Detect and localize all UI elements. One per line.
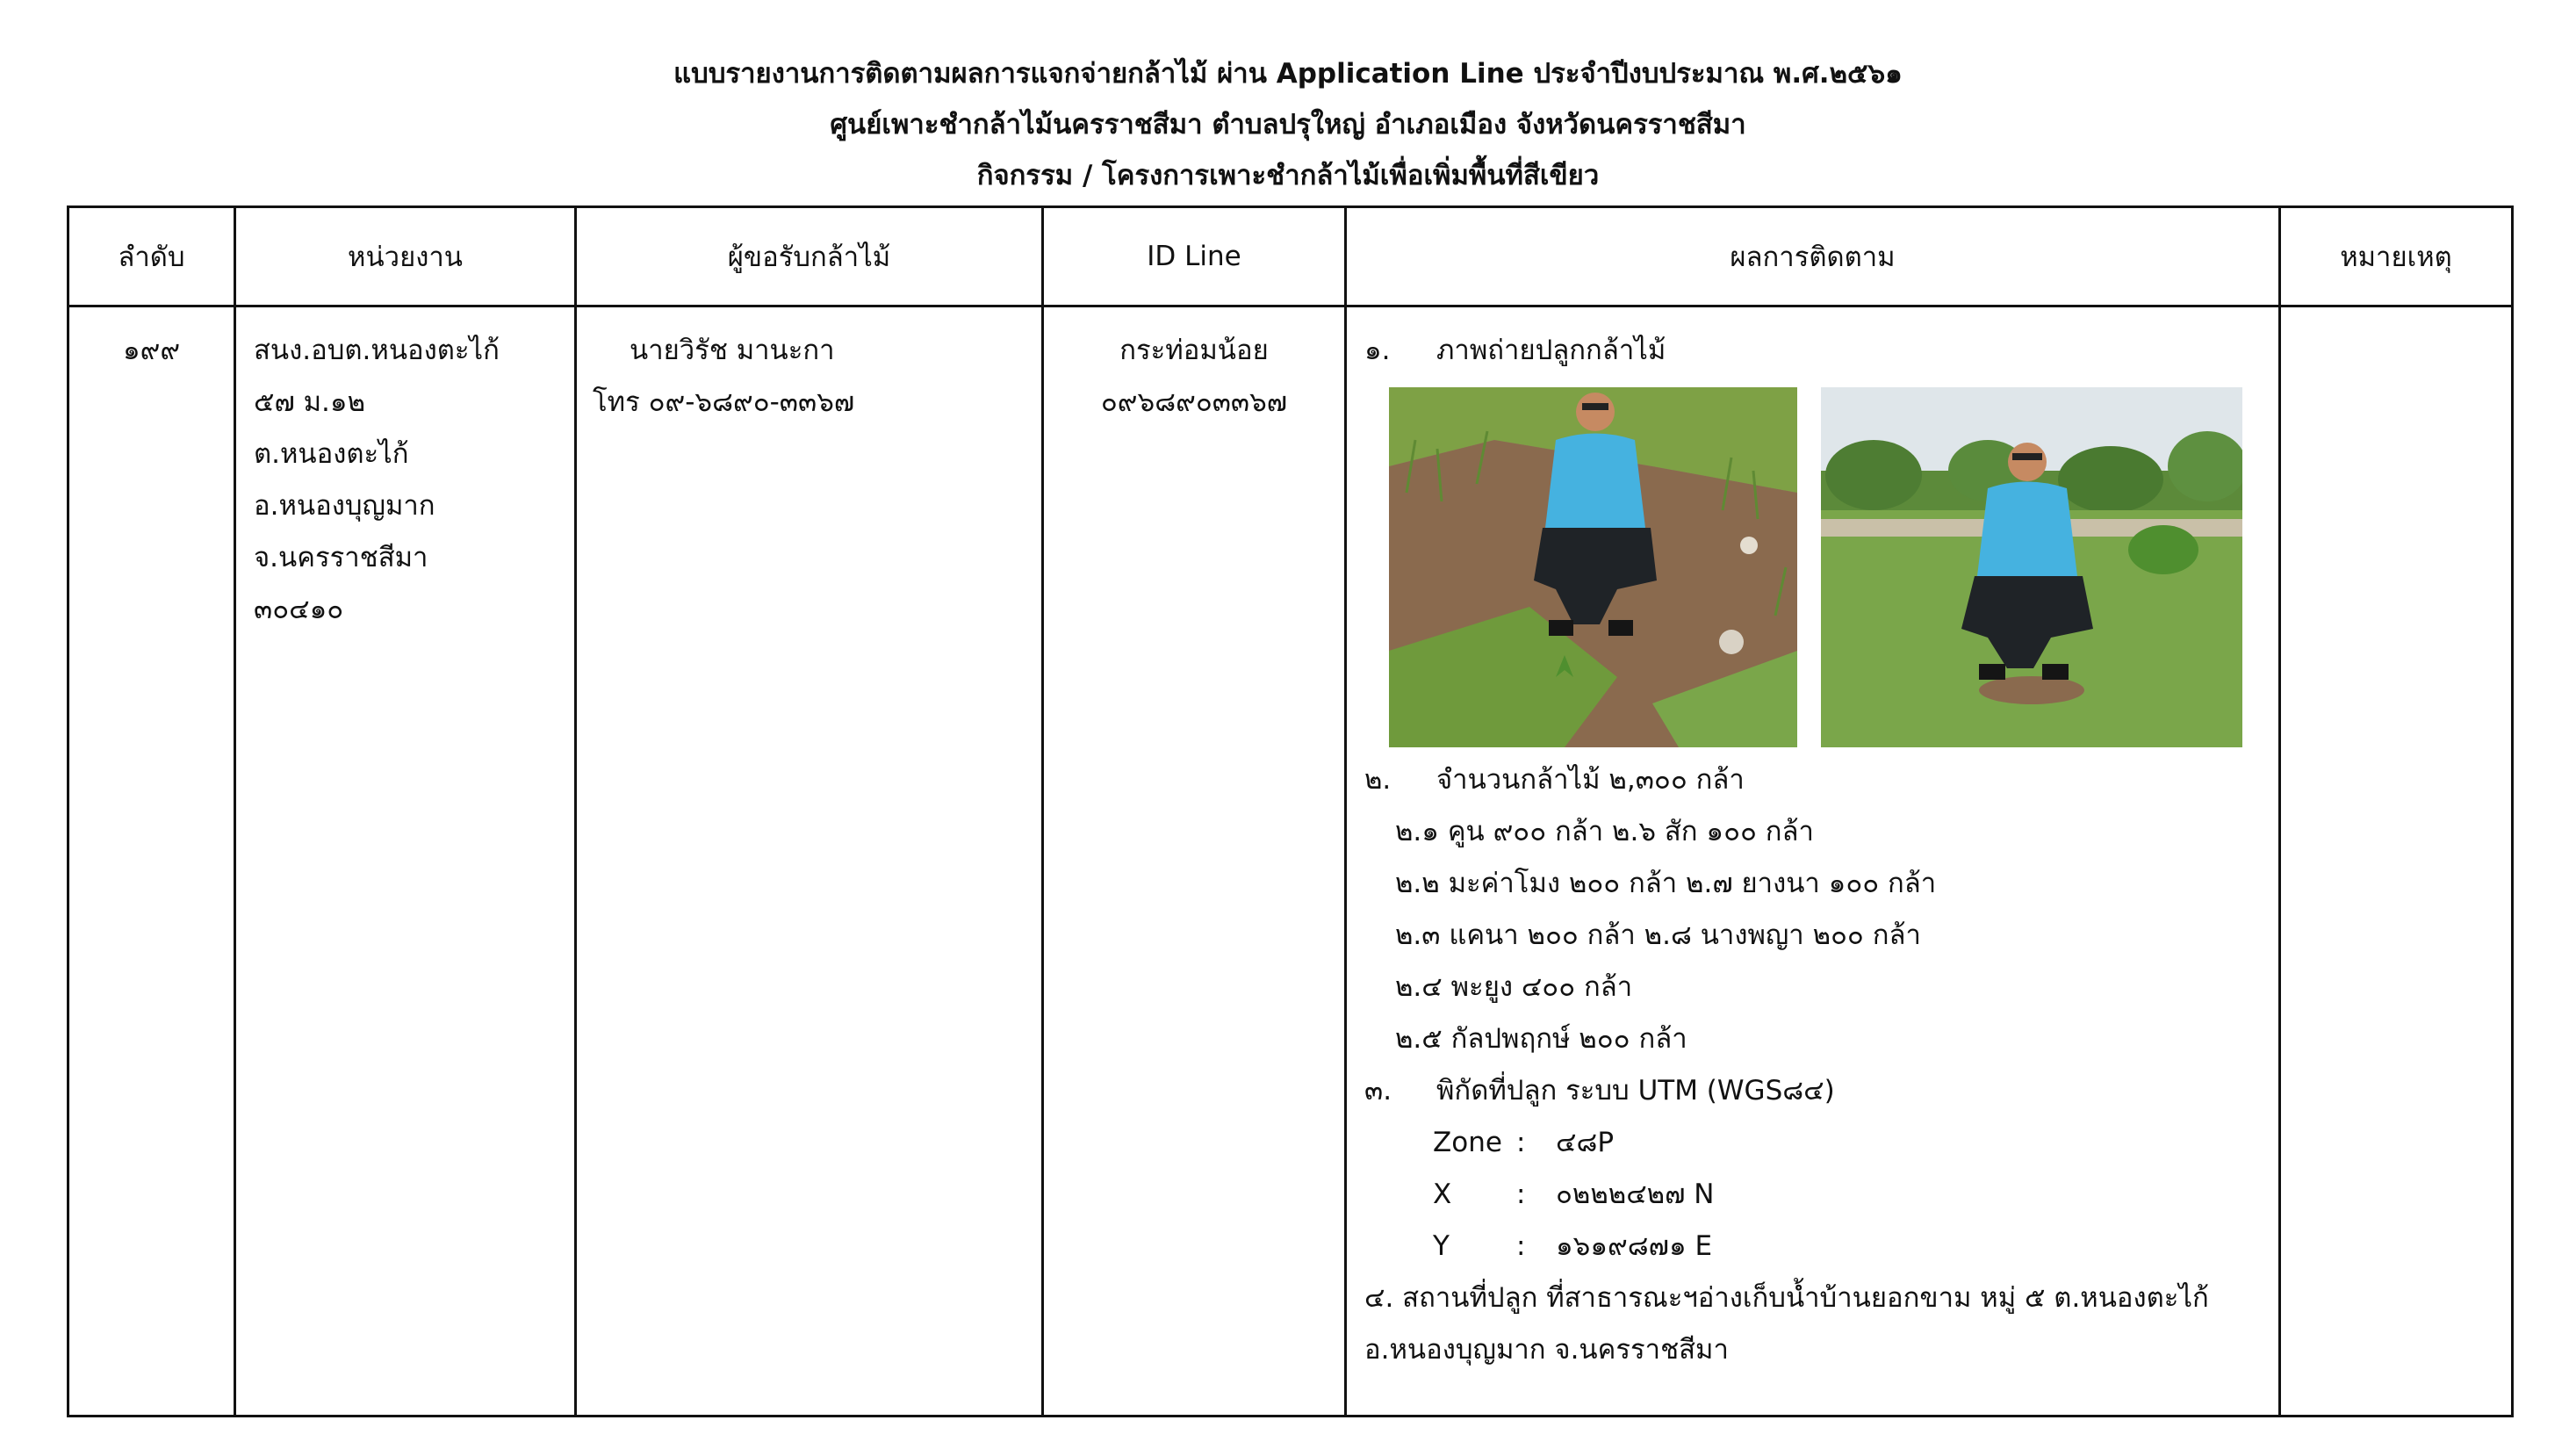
- coord-sep: :: [1516, 1127, 1526, 1158]
- species-row: ๒.๑ คูน ๙๐๐ กล้า ๒.๖ สัก ๑๐๐ กล้า: [1395, 816, 1814, 847]
- unit-line: สนง.อบต.หนองตะไก้: [254, 335, 500, 366]
- recipient-phone: โทร ๐๙-๖๘๙๐-๓๓๖๗: [593, 386, 855, 418]
- cell-remark: [2280, 306, 2513, 1417]
- planting-photo-1: [1389, 387, 1797, 747]
- col-header-remark: หมายเหตุ: [2280, 207, 2513, 306]
- result-item-2: [1364, 754, 2278, 806]
- item-title: พิกัดที่ปลูก ระบบ UTM (WGS๘๔): [1436, 1075, 1835, 1107]
- table-header-row: [68, 207, 2513, 306]
- item-title: ภาพถ่ายปลูกกล้าไม้: [1436, 335, 1666, 366]
- cell-id-line: [1043, 306, 1346, 1417]
- cell-recipient: [576, 306, 1043, 1417]
- unit-line: ๓๐๔๑๐: [254, 594, 344, 625]
- unit-line: ๕๗ ม.๑๒: [254, 386, 366, 418]
- id-line-name: กระท่อมน้อย: [1119, 335, 1269, 366]
- coord-sep: :: [1516, 1230, 1526, 1262]
- report-subtitle-project: กิจกรรม / โครงการเพาะชำกล้าไม้เพื่อเพิ่มพื้นที่สีเขียว: [976, 160, 1600, 191]
- item-number: ๓.: [1364, 1075, 1392, 1107]
- col-header-unit: หน่วยงาน: [235, 207, 576, 306]
- col-header-id-line: ID Line: [1043, 207, 1346, 306]
- table-row: [68, 306, 2513, 1417]
- species-row: ๒.๕ กัลปพฤกษ์ ๒๐๐ กล้า: [1395, 1023, 1687, 1055]
- species-row: ๒.๔ พะยูง ๔๐๐ กล้า: [1395, 971, 1633, 1003]
- col-header-result: ผลการติดตาม: [1346, 207, 2280, 306]
- cell-seq: [68, 306, 235, 1417]
- planting-photo-2-image: [1821, 387, 2242, 747]
- coord-zone: [1364, 1117, 2278, 1169]
- unit-address: [236, 307, 574, 636]
- planting-location: ๔. สถานที่ปลูก ที่สาธารณะฯอ่างเก็บน้ำบ้านยอกขาม หมู่ ๕ ต.หนองตะไก้: [1364, 1282, 2209, 1314]
- unit-line: จ.นครราชสีมา: [254, 542, 428, 573]
- planting-photos: [1389, 387, 2278, 747]
- planting-location-line2: อ.หนองบุญมาก จ.นครราชสีมา: [1364, 1334, 1729, 1366]
- unit-line: อ.หนองบุญมาก: [254, 490, 435, 522]
- coord-value: ๐๒๒๒๔๒๗ N: [1556, 1179, 1715, 1210]
- unit-line: ต.หนองตะไก้: [254, 438, 409, 470]
- id-line-number: ๐๙๖๘๙๐๓๓๖๗: [1100, 386, 1288, 418]
- coord-key: X: [1433, 1179, 1452, 1210]
- result-item-1: [1364, 325, 2278, 377]
- coord-value: ๑๖๑๙๘๗๑ E: [1556, 1230, 1713, 1262]
- species-row: ๒.๓ แคนา ๒๐๐ กล้า ๒.๘ นางพญา ๒๐๐ กล้า: [1395, 919, 1921, 951]
- coord-value: ๔๘P: [1556, 1127, 1615, 1158]
- item-number: ๑.: [1364, 335, 1391, 366]
- item-number: ๒.: [1364, 764, 1392, 796]
- remark-text: [2281, 307, 2511, 325]
- planting-photo-2: [1821, 387, 2242, 747]
- cell-unit: [235, 306, 576, 1417]
- species-row: ๒.๒ มะค่าโมง ๒๐๐ กล้า ๒.๗ ยางนา ๑๐๐ กล้า: [1395, 868, 1937, 899]
- report-table: [67, 205, 2514, 1417]
- planting-photo-1-image: [1389, 387, 1797, 747]
- col-header-seq: ลำดับ: [68, 207, 235, 306]
- report-subtitle-center: ศูนย์เพาะชำกล้าไม้นครราชสีมา ตำบลปรุใหญ่ อำเภอเมือง จังหวัดนครราชสีมา: [830, 109, 1746, 141]
- coord-key: Zone: [1433, 1127, 1502, 1158]
- recipient-name: นายวิรัช มานะกา: [630, 335, 835, 366]
- result-item-3: [1364, 1065, 2278, 1117]
- coord-y: [1364, 1221, 2278, 1272]
- coord-sep: :: [1516, 1179, 1526, 1210]
- report-title: แบบรายงานการติดตามผลการแจกจ่ายกล้าไม้ ผ่าน Application Line ประจำปีงบประมาณ พ.ศ.๒๕๖๑: [673, 58, 1903, 90]
- seq-number: ๑๙๙: [122, 335, 181, 366]
- item-title: จำนวนกล้าไม้ ๒,๓๐๐ กล้า: [1436, 764, 1745, 796]
- coord-key: Y: [1433, 1230, 1450, 1262]
- col-header-recipient: ผู้ขอรับกล้าไม้: [576, 207, 1043, 306]
- coord-x: [1364, 1169, 2278, 1221]
- cell-result: [1346, 306, 2280, 1417]
